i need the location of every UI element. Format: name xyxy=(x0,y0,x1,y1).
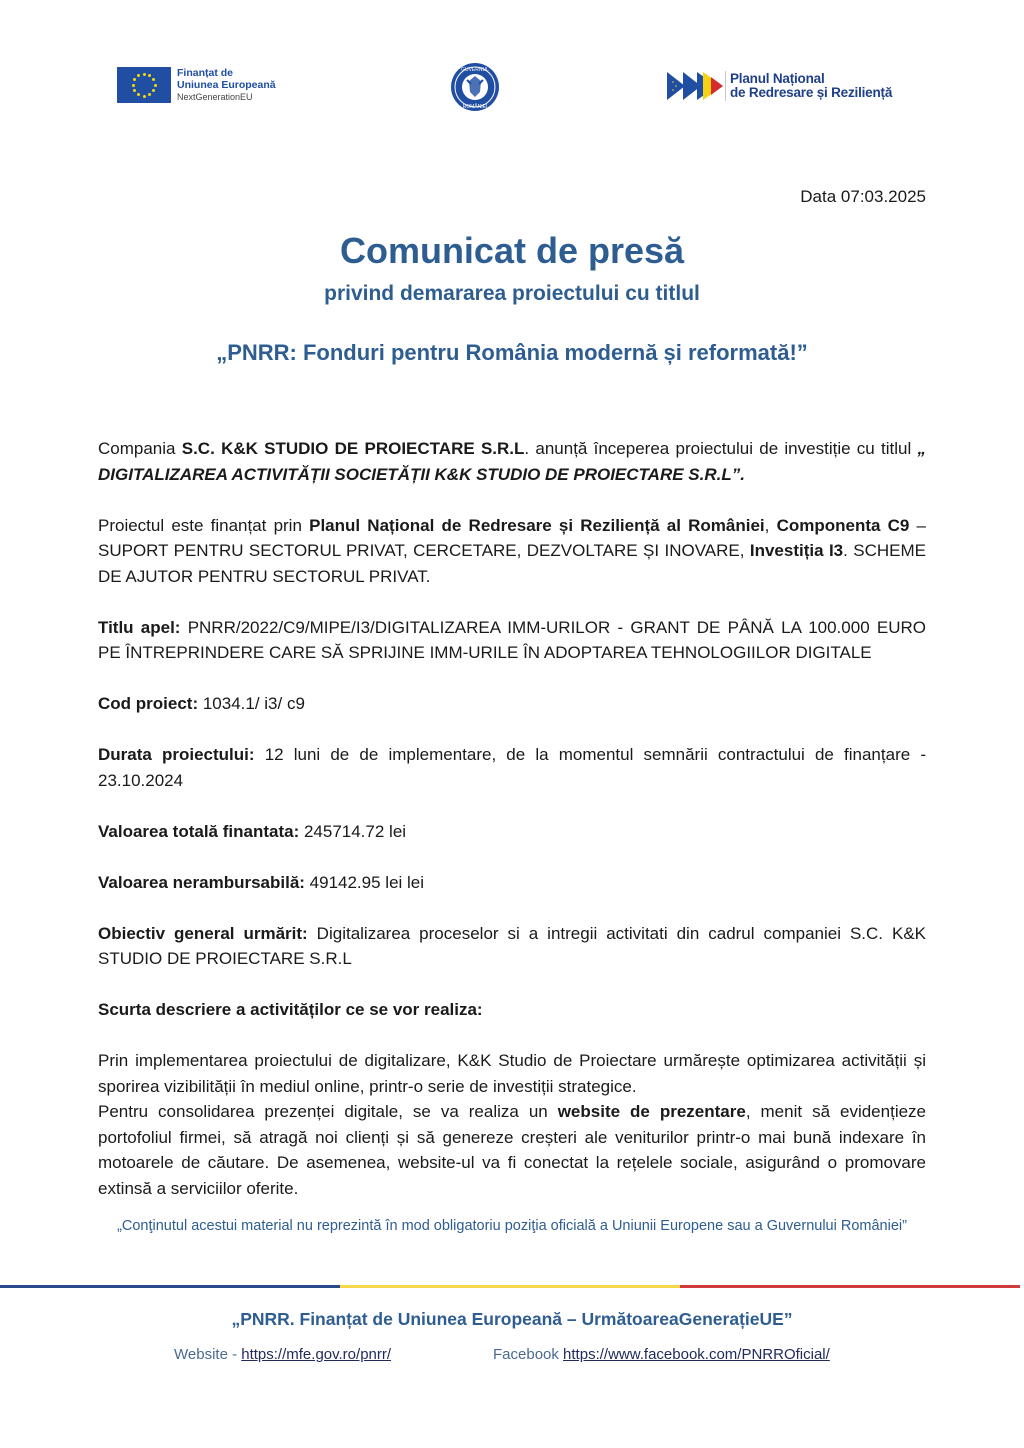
page-subtitle: privind demararea proiectului cu titlul xyxy=(324,282,700,305)
eu-star-icon xyxy=(133,78,136,81)
guvernul-romaniei-seal-icon xyxy=(450,62,500,112)
eu-logo-line2: Uniunea Europeană xyxy=(177,79,276,91)
tricolor-red xyxy=(680,1285,1020,1288)
press-release-body xyxy=(98,436,926,1201)
project-code-value: 1034.1/ i3/ c9 xyxy=(198,694,305,713)
intro-text: . anunță începerea proiectului de investiție cu titlul xyxy=(524,439,918,458)
eu-star-icon xyxy=(132,84,135,87)
funding-text: – SUPORT PENTRU SECTORUL PRIVAT, CERCETARE, DEZVOLTARE ȘI INOVARE, xyxy=(98,515,926,560)
total-value-label: Valoarea totală finantata: xyxy=(98,821,300,841)
objective-paragraph xyxy=(98,921,926,972)
funding-text: , xyxy=(764,515,777,535)
eu-star-icon xyxy=(152,78,155,81)
pnrr-logo xyxy=(667,70,892,102)
call-title-value: PNRR/2022/C9/MIPE/I3/DIGITALIZAREA IMM-URILOR - GRANT DE PÂNĂ LA 100.000 EURO PE ÎNTREPRINDERE CARE SĂ SPRIJINE IMM-URILE ÎN ADOPTAREA TEHNOLOGIILOR DIGITALE xyxy=(98,617,926,662)
eu-funding-logo xyxy=(117,67,276,103)
eu-star-icon xyxy=(148,74,151,77)
eu-star-icon xyxy=(154,84,157,87)
funding-program: Planul Național de Redresare și Reziliență al României xyxy=(309,515,765,535)
facebook-label: Facebook xyxy=(493,1346,564,1363)
footer-website xyxy=(174,1346,391,1363)
website-highlight: website de prezentare xyxy=(557,1102,746,1121)
company-name: S.C. K&K STUDIO DE PROIECTARE S.R.L xyxy=(181,439,525,458)
eu-star-icon xyxy=(133,89,136,92)
funding-investment: Investiția I3 xyxy=(749,541,844,560)
activities-heading: Scurta descriere a activităților ce se vor realiza: xyxy=(98,1000,483,1019)
eu-logo-line3: NextGenerationEU xyxy=(177,92,253,102)
duration-label: Durata proiectului: xyxy=(98,745,255,764)
grant-value-amount: 49142.95 lei lei xyxy=(304,872,425,892)
duration-paragraph xyxy=(98,742,926,793)
eu-disclaimer: „Conţinutul acestui material nu reprezintă în mod obligatoriu poziţia oficială a Uniunii Europene sau a Guvernului României” xyxy=(117,1218,907,1234)
facebook-link[interactable]: https://www.facebook.com/PNRROficial/ xyxy=(563,1346,830,1363)
project-slogan: „PNRR: Fonduri pentru România modernă și reformată!” xyxy=(216,340,808,365)
pnrr-logo-text xyxy=(730,72,892,100)
funding-component: Componenta C9 xyxy=(776,515,910,535)
pnrr-arrows-icon xyxy=(667,70,723,102)
footer-facebook xyxy=(493,1346,830,1363)
eu-star-icon xyxy=(148,93,151,96)
pnrr-logo-divider xyxy=(725,71,726,101)
document-date: Data 07:03.2025 xyxy=(800,187,926,206)
eu-star-icon xyxy=(137,74,140,77)
duration-value: 12 luni de de implementare, de la momentul semnării contractului de finanțare - 23.10.2024 xyxy=(98,745,926,790)
footer-slogan: „PNRR. Finanțat de Uniunea Europeană – UrmătoareaGenerațieUE” xyxy=(231,1309,793,1329)
eu-logo-line1: Finanțat de xyxy=(177,67,234,79)
project-code-label: Cod proiect: xyxy=(98,694,199,713)
activities-heading-paragraph xyxy=(98,997,926,1023)
call-title-label: Titlu apel: xyxy=(98,617,181,637)
eu-star-icon xyxy=(152,89,155,92)
website-label: Website - xyxy=(174,1346,242,1363)
total-value-paragraph xyxy=(98,819,926,845)
project-code-paragraph xyxy=(98,691,926,717)
activities-paragraph-1: Prin implementarea proiectului de digitalizare, K&K Studio de Proiectare urmărește optimizarea activității și sporirea vizibilității în mediul online, printr-o serie de investiții strategice. xyxy=(98,1051,926,1096)
eu-star-icon xyxy=(143,95,146,98)
call-title-paragraph xyxy=(98,615,926,666)
tricolor-divider xyxy=(0,1285,1020,1288)
project-title: „ DIGITALIZAREA ACTIVITĂȚII SOCIETĂȚII K&K STUDIO DE PROIECTARE S.R.L”. xyxy=(98,439,926,484)
funding-paragraph xyxy=(98,513,926,590)
funding-text: Proiectul este finanțat prin xyxy=(98,515,310,535)
funding-text: . SCHEME DE AJUTOR PENTRU SECTORUL PRIVAT. xyxy=(98,541,926,586)
website-link[interactable]: https://mfe.gov.ro/pnrr/ xyxy=(241,1346,392,1363)
page-title: Comunicat de presă xyxy=(339,230,685,271)
tricolor-yellow xyxy=(340,1285,680,1288)
tricolor-blue xyxy=(0,1285,340,1288)
svg-text:ROMÂNIEI: ROMÂNIEI xyxy=(462,104,488,110)
eu-star-icon xyxy=(137,93,140,96)
total-value-amount: 245714.72 lei xyxy=(299,821,407,841)
activities-text: , menit să evidențieze portofoliul firmei, să atragă noi clienți și să genereze creșteri ale veniturilor printr-o mai bună indexare în motoarele de căutare. De asemenea, website-ul va fi conectat la rețelele sociale, asigurând o promovare extinsă a serviciilor oferite. xyxy=(98,1102,926,1198)
eu-star-icon xyxy=(143,73,146,76)
eu-logo-text xyxy=(177,67,276,103)
activities-text: Pentru consolidarea prezenței digitale, se va realiza un xyxy=(98,1102,558,1121)
objective-label: Obiectiv general urmărit: xyxy=(98,923,308,943)
objective-value: Digitalizarea proceselor si a intregii activitati din cadrul companiei S.C. K&K STUDIO DE PROIECTARE S.R.L xyxy=(98,923,926,968)
eu-flag-icon xyxy=(117,67,171,103)
grant-value-paragraph xyxy=(98,870,926,896)
grant-value-label: Valoarea nerambursabilă: xyxy=(98,872,305,892)
svg-text:GUVERNUL: GUVERNUL xyxy=(461,67,489,73)
pnrr-logo-line2: de Redresare și Reziliență xyxy=(730,85,893,100)
pnrr-logo-line1: Planul Național xyxy=(730,71,825,86)
intro-text: Compania xyxy=(98,439,182,458)
activities-paragraph-2 xyxy=(98,1099,926,1201)
intro-paragraph xyxy=(98,436,926,487)
